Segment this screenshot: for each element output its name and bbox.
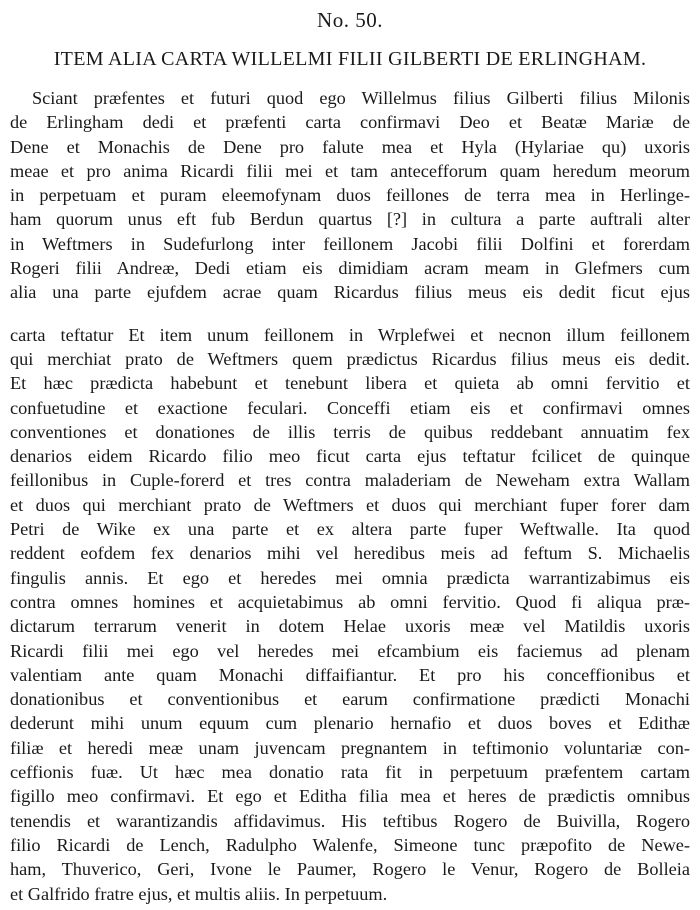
text-line: Rogeri filii Andreæ, Dedi etiam eis dimidiam acram meam in Glefmers cum [10,258,690,279]
text-line: dederunt mihi unum equum cum plenario hernafio et duos boves et Edithæ [10,713,690,734]
text-line: et duos qui merchiant prato de Weftmers et duos qui merchiant fuper forer dam [10,494,690,515]
text-line: ceffionis fuæ. Ut hæc mea donatio rata fit in perpetuum præfentem cartam [10,762,690,783]
text-line: conventiones et donationes de illis terris de quibus reddebant annuatim fex [10,421,690,442]
text-line: alia una parte ejufdem acrae quam Ricardus filius meus eis dedit ficut ejus [10,282,690,303]
text-line: confuetudine et exactione feculari. Conceffi etiam eis et confirmavi omnes [10,397,690,418]
text-line: valentiam ante quam Monachi diffaifiantur. Et pro his conceffionibus et [10,664,690,685]
text-line: feillonibus in Cuple-forerd et tres contra maladeriam de Neweham extra Wallam [10,470,690,491]
document-title: ITEM ALIA CARTA WILLELMI FILII GILBERTI DE ERLINGHAM. [53,48,647,70]
text-line: de Erlingham dedi et præfenti carta confirmavi Deo et Beatæ Mariæ de [10,112,690,133]
text-line: in perpetuam et puram eleemofynam duos feillones de terra mea in Herlinge- [10,185,690,206]
text-line: contra omnes homines et acquietabimus ab omni fervitio. Quod fi aliqua præ- [10,591,690,612]
text-line: qui merchiat prato de Weftmers quem prædictus Ricardus filius meus eis dedit. [10,348,690,369]
text-line: figillo meo confirmavi. Et ego et Editha filia mea et heres de prædictis omnibus [10,786,690,807]
text-line: meae et pro anima Ricardi filii mei et tam antecefforum quam heredum meorum [10,160,690,181]
document-number: No. 50. [317,8,383,32]
text-line: in Weftmers in Sudefurlong inter feillonem Jacobi filii Dolfini et forerdam [10,233,690,254]
text-line: carta teftatur Et item unum feillonem in Wrplefwei et necnon illum feillonem [10,324,690,345]
text-line: tenendis et warantizandis affidavimus. His teftibus Rogero de Buivilla, Rogero [10,810,690,831]
text-line: ham, Thuverico, Geri, Ivone le Paumer, Rogero le Venur, Rogero de Bolleia [10,859,690,880]
text-line: Et hæc prædicta habebunt et tenebunt libera et quieta ab omni fervitio et [10,373,690,394]
text-line: dictarum terrarum venerit in dotem Helae uxoris meæ vel Matildis uxoris [10,616,690,637]
text-line: fingulis annis. Et ego et heredes mei omnia prædicta warrantizabimus eis [10,567,690,588]
text-line: Petri de Wike ex una parte et ex altera parte fuper Weftwalle. Ita quod [10,519,690,540]
text-line: et Galfrido fratre ejus, et multis aliis. In perpetuum. [10,883,388,904]
text-line: Sciant præfentes et futuri quod ego Willelmus filius Gilberti filius Milonis [32,88,690,108]
text-line: denarios eidem Ricardo filio meo ficut carta ejus teftatur fcilicet de quinque [10,446,690,467]
text-line: donationibus et conventionibus et earum confirmatione prædicti Monachi [10,689,690,710]
charter-text [10,86,690,906]
text-line: filiæ et heredi meæ unam juvencam pregnantem in teftimonio voluntariæ con- [10,737,690,758]
text-line: reddent eofdem fex denarios mihi vel heredibus meis ad feftum S. Michaelis [10,543,690,564]
text-line: filio Ricardi de Lench, Radulpho Walenfe, Simeone tunc præpofito de Newe- [10,834,690,855]
text-line: Ricardi filii mei ego vel heredes mei efcambium eis faciemus ad plenam [10,640,690,661]
text-line: ham quorum unus eft fub Berdun quartus [?] in cultura a parte auftrali alter [10,209,690,230]
text-line: Dene et Monachis de Dene pro falute mea et Hyla (Hylariae qu) uxoris [10,136,690,157]
